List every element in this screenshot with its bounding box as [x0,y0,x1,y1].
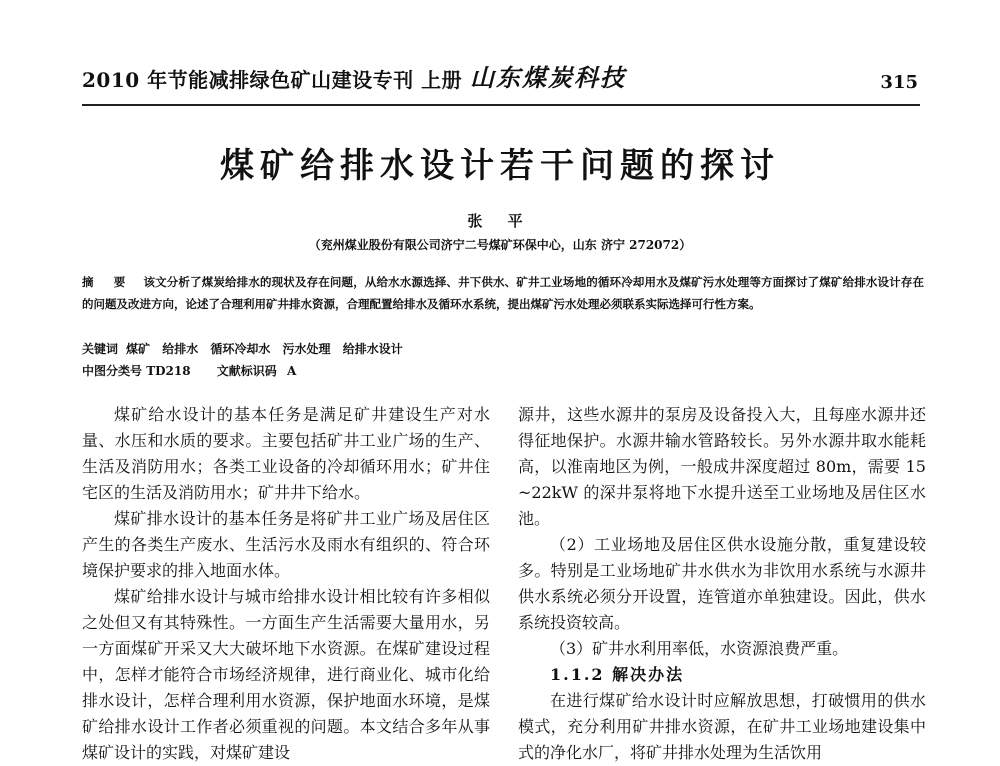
right-column [518,402,926,766]
journal-title: 2010 年节能减排绿色矿山建设专刊 上册 [82,68,463,92]
keywords-line [82,340,403,357]
doc-code-label: 文献标识码 [216,364,277,378]
body-paragraph: 在进行煤矿给水设计时应解放思想，打破惯用的供水模式，充分利用矿井排水资源，在矿井工业场地建设集中式的净化水厂，将矿井排水处理为生活饮用 [518,691,926,762]
keywords-label: 关键词 [82,342,119,356]
journal-logo: 山东煤炭科技 [470,63,626,92]
abstract-text: 该文分析了煤炭给排水的现状及存在问题，从给水水源选择、井下供水、矿井工业场地的循环冷却用水及煤矿污水处理等方面探讨了煤矿给排水设计存在的问题及改进方向，论述了合理利用矿井排水资源，合理配置给排水及循环水系统，提出煤矿污水处理必须联系实际选择可行性方案。 [82,275,924,311]
body-paragraph: 煤矿给排水设计与城市给排水设计相比较有许多相似之处但又有其特殊性。一方面生产生活需要大量用水，另一方面煤矿开采又大大破坏地下水资源。在煤矿建设过程中，怎样才能符合市场经济规律，进行商业化、城市化给排水设计，怎样合理利用水资源，保护地面水环境，是煤矿给排水设计工作者必须重视的问题。本文结合多年从事煤矿设计的实践，对煤矿建设 [82,587,490,762]
doc-code: A [286,364,297,378]
page-number: 315 [880,72,918,93]
clc-label: 中图分类号 [82,364,143,378]
left-column [82,402,490,766]
header-rule [82,104,920,106]
body-paragraph: 煤矿排水设计的基本任务是将矿井工业广场及居住区产生的各类生产废水、生活污水及雨水有组织的、符合环境保护要求的排入地面水体。 [82,509,490,580]
running-header [82,64,922,104]
body-paragraph: （2）工业场地及居住区供水设施分散，重复建设较多。特别是工业场地矿井水供水为非饮用水系统与水源井供水系统必须分开设置，连管道亦单独建设。因此，供水系统投资较高。 [518,535,926,632]
body-paragraph: 源井，这些水源井的泵房及设备投入大，且每座水源井还得征地保护。水源井输水管路较长。另外水源井取水能耗高，以淮南地区为例，一般成井深度超过 80m，需要 15 ~22kW 的深井泵将地下水提升送至工业场地及居住区水池。 [518,405,926,528]
keywords-text: 煤矿 给排水 循环冷却水 污水处理 给排水设计 [126,342,403,356]
classification-line [82,362,296,379]
section-subheading: 1.1.2 解决办法 [550,665,685,684]
author-name: 张 平 [467,212,533,230]
body-paragraph: 煤矿给水设计的基本任务是满足矿井建设生产对水量、水压和水质的要求。主要包括矿井工业广场的生产、生活及消防用水；各类工业设备的冷却循环用水；矿井住宅区的生活及消防用水；矿井井下给水。 [82,405,490,502]
clc-code: TD218 [146,364,191,378]
abstract [82,271,924,315]
abstract-label: 摘 要 [82,275,134,289]
body-paragraph: （3）矿井水利用率低，水资源浪费严重。 [550,639,849,658]
paper-title: 煤矿给排水设计若干问题的探讨 [220,146,780,186]
author-affiliation: （兖州煤业股份有限公司济宁二号煤矿环保中心，山东 济宁 272072） [308,238,692,252]
